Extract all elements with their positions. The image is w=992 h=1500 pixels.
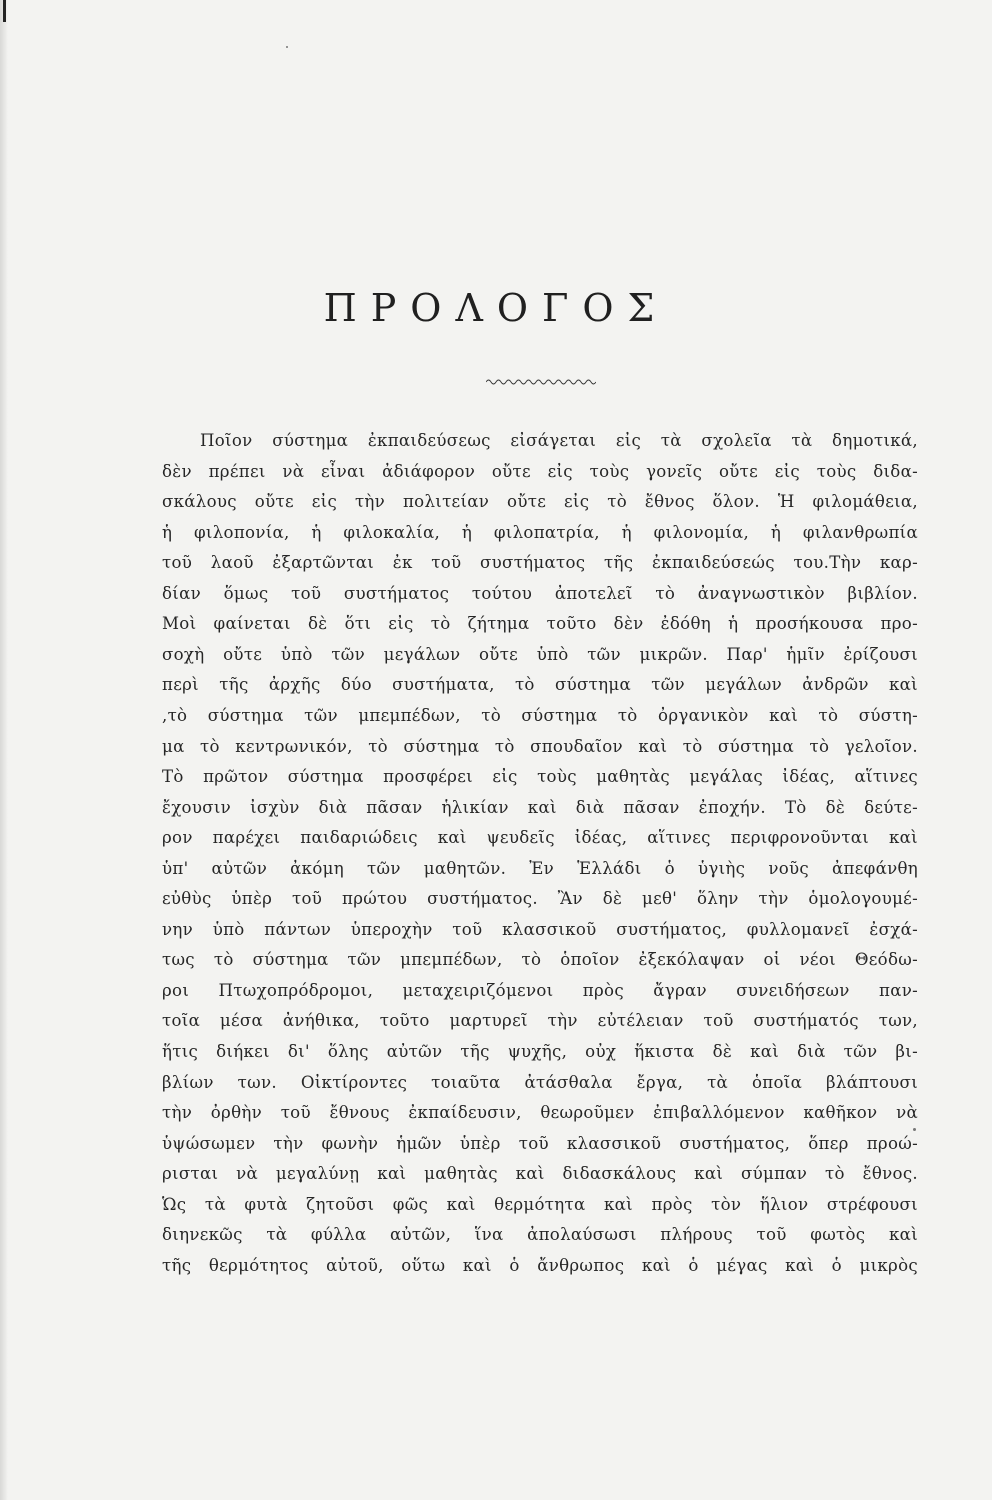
- text-line: μα τὸ κεντρωνικόν, τὸ σύστημα τὸ σπουδαῖον καὶ τὸ σύστημα τὸ γελοῖον.: [162, 736, 918, 756]
- text-line: ἡ φιλοπονία, ἡ φιλοκαλία, ἡ φιλοπατρία, ἡ φιλονομία, ἡ φιλανθρωπία: [162, 522, 918, 542]
- text-line: Τὸ πρῶτον σύστημα προσφέρει εἰς τοὺς μαθητὰς μεγάλας ἰδέας, αἵτινες: [162, 767, 918, 787]
- text-line: βλίων των. Οἰκτίροντες τοιαῦτα ἀτάσθαλα ἔργα, τὰ ὁποῖα βλάπτουσι: [162, 1072, 918, 1092]
- text-line: τοῖα μέσα ἀνήθικα, τοῦτο μαρτυρεῖ τὴν εὐτέλειαν τοῦ συστήματός των,: [162, 1011, 918, 1031]
- text-line: ὑπ' αὐτῶν ἀκόμη τῶν μαθητῶν. Ἐν Ἑλλάδι ὁ ὑγιὴς νοῦς ἀπεφάνθη: [162, 858, 918, 878]
- text-line: σκάλους οὔτε εἰς τὴν πολιτείαν οὔτε εἰς τὸ ἔθνος ὅλον. Ἡ φιλομάθεια,: [162, 492, 918, 512]
- text-line: ροι Πτωχοπρόδρομοι, μεταχειριζόμενοι πρὸς ἄγραν συνειδήσεων παν-: [162, 980, 918, 1000]
- text-line: ,τὸ σύστημα τῶν μπεμπέδων, τὸ σύστημα τὸ ὀργανικὸν καὶ τὸ σύστη-: [162, 705, 918, 725]
- text-line: τὴν ὀρθὴν τοῦ ἔθνους ἐκπαίδευσιν, θεωροῦμεν ἐπιβαλλόμενον καθῆκον νὰ: [162, 1103, 918, 1123]
- text-line: δίαν ὅμως τοῦ συστήματος τούτου ἀποτελεῖ τὸ ἀναγνωστικὸν βιβλίον.: [162, 583, 918, 603]
- text-line: διηνεκῶς τὰ φύλλα αὐτῶν, ἵνα ἀπολαύσωσι πλήρους τοῦ φωτὸς καὶ: [162, 1225, 918, 1245]
- page-edge-shadow: [0, 0, 8, 1500]
- page-heading: ΠΡΟΛΟΓΟΣ: [323, 286, 669, 330]
- text-line: νην ὑπὸ πάντων ὑπεροχὴν τοῦ κλασσικοῦ συστήματος, φυλλομανεῖ ἐσχά-: [162, 919, 918, 939]
- text-line: ἔχουσιν ἰσχὺν διὰ πᾶσαν ἡλικίαν καὶ διὰ πᾶσαν ἐποχήν. Τὸ δὲ δεύτε-: [162, 797, 918, 817]
- text-line: Μοὶ φαίνεται δὲ ὅτι εἰς τὸ ζήτημα τοῦτο δὲν ἐδόθη ἡ προσήκουσα προ-: [162, 614, 918, 634]
- text-line: ρισται νὰ μεγαλύνῃ καὶ μαθητὰς καὶ διδασκάλους καὶ σύμπαν τὸ ἔθνος.: [162, 1164, 918, 1184]
- wavy-rule-ornament: [486, 377, 596, 387]
- text-line: σοχὴ οὔτε ὑπὸ τῶν μεγάλων οὔτε ὑπὸ τῶν μικρῶν. Παρ' ἡμῖν ἐρίζουσι: [162, 644, 918, 664]
- text-line: περὶ τῆς ἀρχῆς δύο συστήματα, τὸ σύστημα τῶν μεγάλων ἀνδρῶν καὶ: [162, 675, 918, 695]
- text-line: τῆς θερμότητος αὐτοῦ, οὕτω καὶ ὁ ἄνθρωπος καὶ ὁ μέγας καὶ ὁ μικρὸς: [162, 1255, 918, 1275]
- page-speck: [286, 46, 288, 48]
- text-line: Ὡς τὰ φυτὰ ζητοῦσι φῶς καὶ θερμότητα καὶ πρὸς τὸν ἥλιον στρέφουσι: [162, 1194, 918, 1214]
- page-edge-mark: [3, 0, 6, 22]
- text-line: τως τὸ σύστημα τῶν μπεμπέδων, τὸ ὁποῖον ἐξεκόλαψαν οἱ νέοι Θεόδω-: [162, 950, 918, 970]
- text-line: Ποῖον σύστημα ἐκπαιδεύσεως εἰσάγεται εἰς τὰ σχολεῖα τὰ δημοτικά,: [200, 431, 918, 450]
- text-line: ρον παρέχει παιδαριώδεις καὶ ψευδεῖς ἰδέας, αἵτινες περιφρονοῦνται καὶ: [162, 828, 918, 848]
- text-line: δὲν πρέπει νὰ εἶναι ἀδιάφορον οὔτε εἰς τοὺς γονεῖς οὔτε εἰς τοὺς διδα-: [162, 461, 918, 481]
- page-speck: [913, 1128, 916, 1131]
- text-line: ἥτις διήκει δι' ὅλης αὐτῶν τῆς ψυχῆς, οὐχ ἥκιστα δὲ καὶ διὰ τῶν βι-: [162, 1042, 918, 1061]
- text-line: τοῦ λαοῦ ἐξαρτῶνται ἐκ τοῦ συστήματος τῆς ἐκπαιδεύσεώς του.Τὴν καρ-: [162, 553, 918, 573]
- text-line: εὐθὺς ὑπὲρ τοῦ πρώτου συστήματος. Ἂν δὲ μεθ' ὅλην τὴν ὁμολογουμέ-: [162, 889, 918, 909]
- text-line: ὑψώσωμεν τὴν φωνὴν ἡμῶν ὑπὲρ τοῦ κλασσικοῦ συστήματος, ὅπερ προώ-: [162, 1133, 918, 1153]
